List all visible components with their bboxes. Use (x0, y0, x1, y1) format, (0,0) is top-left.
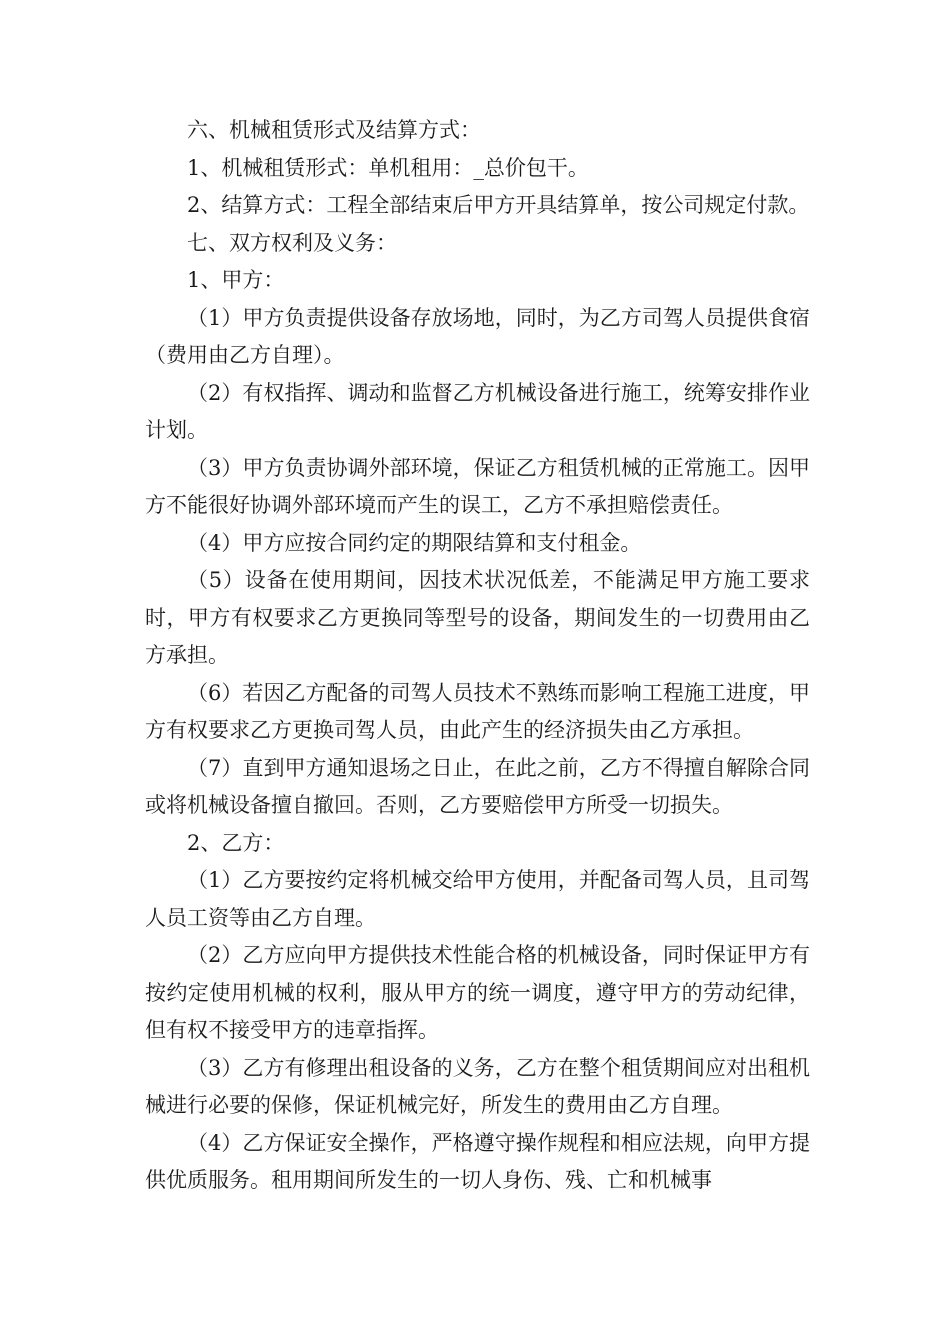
party-a-item-5: （5）设备在使用期间，因技术状况低差，不能满足甲方施工要求时，甲方有权要求乙方更换同等型号的设备，期间发生的一切费用由乙方承担。 (145, 568, 810, 667)
party-b-item-2: （2）乙方应向甲方提供技术性能合格的机械设备，同时保证甲方有按约定使用机械的权利，服从甲方的统一调度，遵守甲方的劳动纪律，但有权不接受甲方的违章指挥。 (145, 943, 810, 1042)
party-a-item-2: （2）有权指挥、调动和监督乙方机械设备进行施工，统筹安排作业计划。 (145, 380, 810, 442)
subheading-party-a: 1、甲方： (187, 268, 285, 292)
subheading-party-b: 2、乙方： (187, 830, 285, 855)
party-a-item-6: （6）若因乙方配备的司驾人员技术不熟练而影响工程施工进度，甲方有权要求乙方更换司驾人员，由此产生的经济损失由乙方承担。 (145, 680, 810, 742)
clause-6-2: 2、结算方式：工程全部结束后甲方开具结算单，按公司规定付款。 (187, 193, 810, 217)
party-a-item-4: （4）甲方应按合同约定的期限结算和支付租金。 (187, 530, 642, 555)
party-a-item-7: （7）直到甲方通知退场之日止，在此之前，乙方不得擅自解除合同或将机械设备擅自撤回。否则，乙方要赔偿甲方所受一切损失。 (145, 755, 810, 817)
section-heading-7: 七、双方权利及义务： (187, 230, 397, 255)
party-b-item-1: （1）乙方要按约定将机械交给甲方使用，并配备司驾人员，且司驾人员工资等由乙方自理。 (145, 868, 810, 930)
party-b-item-4: （4）乙方保证安全操作，严格遵守操作规程和相应法规，向甲方提供优质服务。租用期间所发生的一切人身伤、残、亡和机械事 (145, 1130, 810, 1192)
party-b-item-3: （3）乙方有修理出租设备的义务，乙方在整个租赁期间应对出租机械进行必要的保修，保证机械完好，所发生的费用由乙方自理。 (145, 1055, 810, 1117)
section-heading-6: 六、机械租赁形式及结算方式： (187, 118, 481, 142)
clause-6-1: 1、机械租赁形式：单机租用：_总价包干。 (187, 155, 589, 180)
party-a-item-1: （1）甲方负责提供设备存放场地，同时，为乙方司驾人员提供食宿（费用由乙方自理）。 (145, 305, 810, 367)
document-page (145, 112, 810, 1200)
party-a-item-3: （3）甲方负责协调外部环境，保证乙方租赁机械的正常施工。因甲方不能很好协调外部环境而产生的误工，乙方不承担赔偿责任。 (145, 455, 810, 517)
